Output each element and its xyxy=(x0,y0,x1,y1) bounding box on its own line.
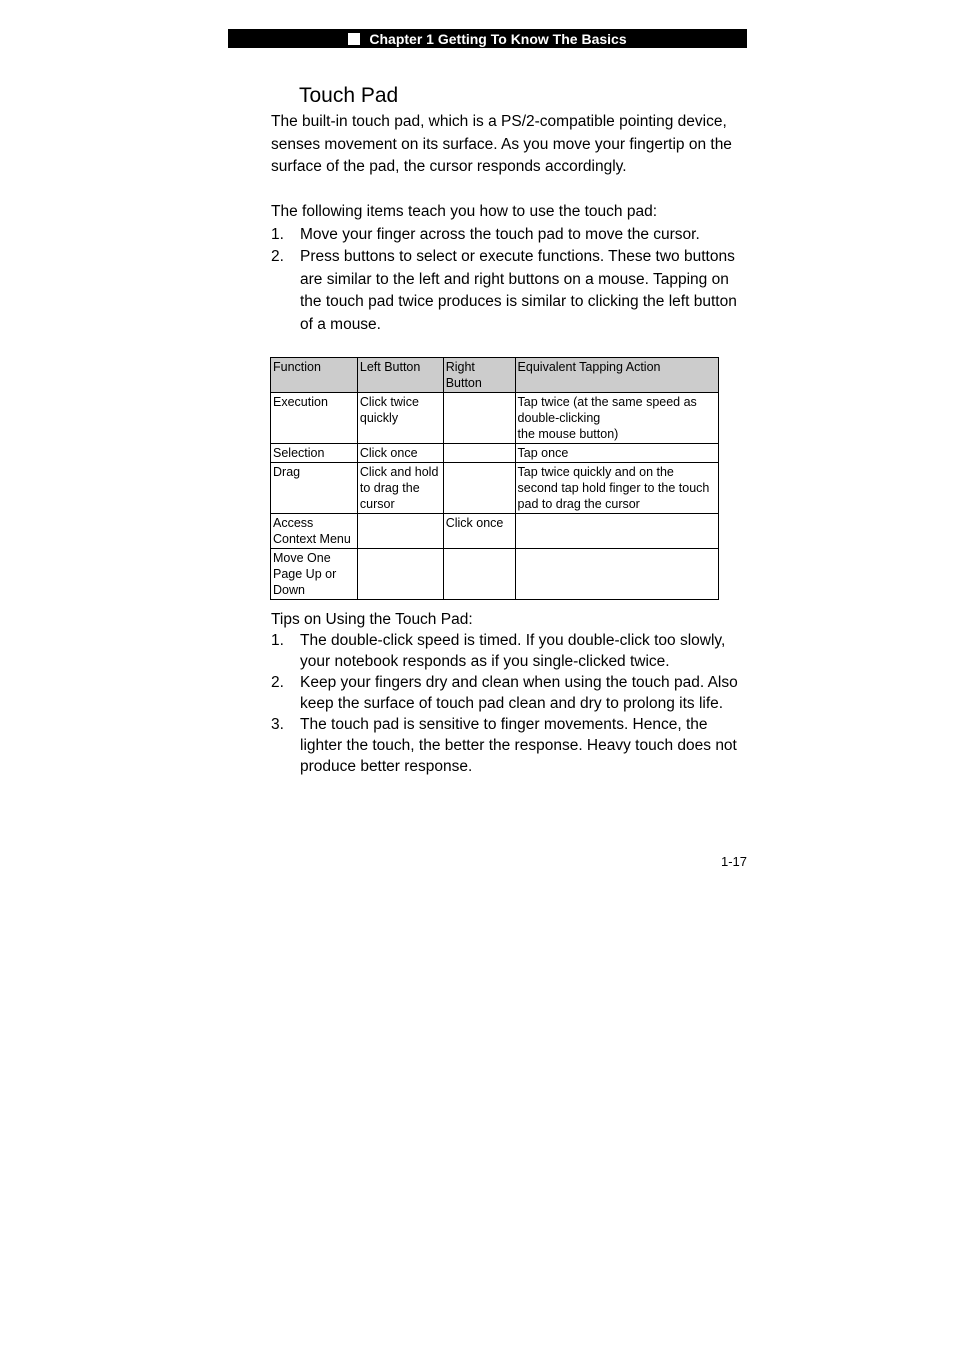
list-text: Press buttons to select or execute functions. These two buttons are similar to the left and right buttons on a mouse. Tapping on the touch pad twice produces is similar to clicking the left button of a mouse. xyxy=(300,248,737,333)
tips-section xyxy=(271,609,751,777)
table-header-row xyxy=(271,358,719,393)
table-row xyxy=(271,463,719,514)
table-row xyxy=(271,549,719,600)
square-bullet-icon xyxy=(348,33,360,45)
table-cell xyxy=(357,549,443,600)
section-title: Touch Pad xyxy=(299,84,399,107)
header-right-button: Right Button xyxy=(443,358,515,393)
table-cell: Click twice quickly xyxy=(357,393,443,444)
list-item xyxy=(271,714,751,777)
list-item xyxy=(271,672,751,714)
list-item xyxy=(271,246,751,336)
table-cell xyxy=(443,444,515,463)
tips-list xyxy=(271,630,751,777)
header-tapping-action: Equivalent Tapping Action xyxy=(515,358,718,393)
list-item xyxy=(271,224,751,247)
usage-list xyxy=(271,224,751,337)
table-cell: Tap twice (at the same speed as double-clicking the mouse button) xyxy=(515,393,718,444)
table-cell: Move One Page Up or Down xyxy=(271,549,358,600)
list-text: Move your finger across the touch pad to move the cursor. xyxy=(300,225,700,243)
table-cell xyxy=(443,463,515,514)
table-cell: Access Context Menu xyxy=(271,514,358,549)
chapter-header-bar xyxy=(228,29,747,48)
table-row xyxy=(271,514,719,549)
header-function: Function xyxy=(271,358,358,393)
table-cell xyxy=(357,514,443,549)
table-cell xyxy=(443,393,515,444)
table-cell xyxy=(515,514,718,549)
page-number: 1-17 xyxy=(720,854,747,869)
table-cell: Tap once xyxy=(515,444,718,463)
table-row xyxy=(271,444,719,463)
table-row xyxy=(271,393,719,444)
list-text: Keep your fingers dry and clean when using the touch pad. Also keep the surface of touch pad clean and dry to prolong its life. xyxy=(300,674,738,712)
table-cell: Click once xyxy=(443,514,515,549)
header-left-button: Left Button xyxy=(357,358,443,393)
list-number: 2. xyxy=(271,674,284,691)
list-number: 2. xyxy=(271,248,284,265)
table-cell: Click once xyxy=(357,444,443,463)
tips-lead: Tips on Using the Touch Pad: xyxy=(271,611,473,628)
touchpad-function-table xyxy=(270,357,719,600)
table-cell xyxy=(443,549,515,600)
table-cell: Selection xyxy=(271,444,358,463)
intro-section xyxy=(271,111,751,179)
usage-section xyxy=(271,201,751,336)
table-cell: Execution xyxy=(271,393,358,444)
list-number: 1. xyxy=(271,225,284,243)
usage-lead: The following items teach you how to use the touch pad: xyxy=(271,203,658,220)
table-cell: Click and hold to drag the cursor xyxy=(357,463,443,514)
list-number: 3. xyxy=(271,716,284,733)
list-text: The double-click speed is timed. If you double-click too slowly, your notebook responds as if you single-clicked twice. xyxy=(300,632,726,670)
intro-paragraph: The built-in touch pad, which is a PS/2-compatible pointing device, senses movement on its surface. As you move your fingertip on the surface of the pad, the cursor responds accordingly. xyxy=(271,113,732,175)
list-text: The touch pad is sensitive to finger movements. Hence, the lighter the touch, the better the response. Heavy touch does not produce better response. xyxy=(300,716,737,775)
list-number: 1. xyxy=(271,632,284,649)
table-cell: Tap twice quickly and on the second tap hold finger to the touch pad to drag the cursor xyxy=(515,463,718,514)
list-item xyxy=(271,630,751,672)
table-cell xyxy=(515,549,718,600)
table-cell: Drag xyxy=(271,463,358,514)
chapter-title: Chapter 1 Getting To Know The Basics xyxy=(369,30,627,47)
